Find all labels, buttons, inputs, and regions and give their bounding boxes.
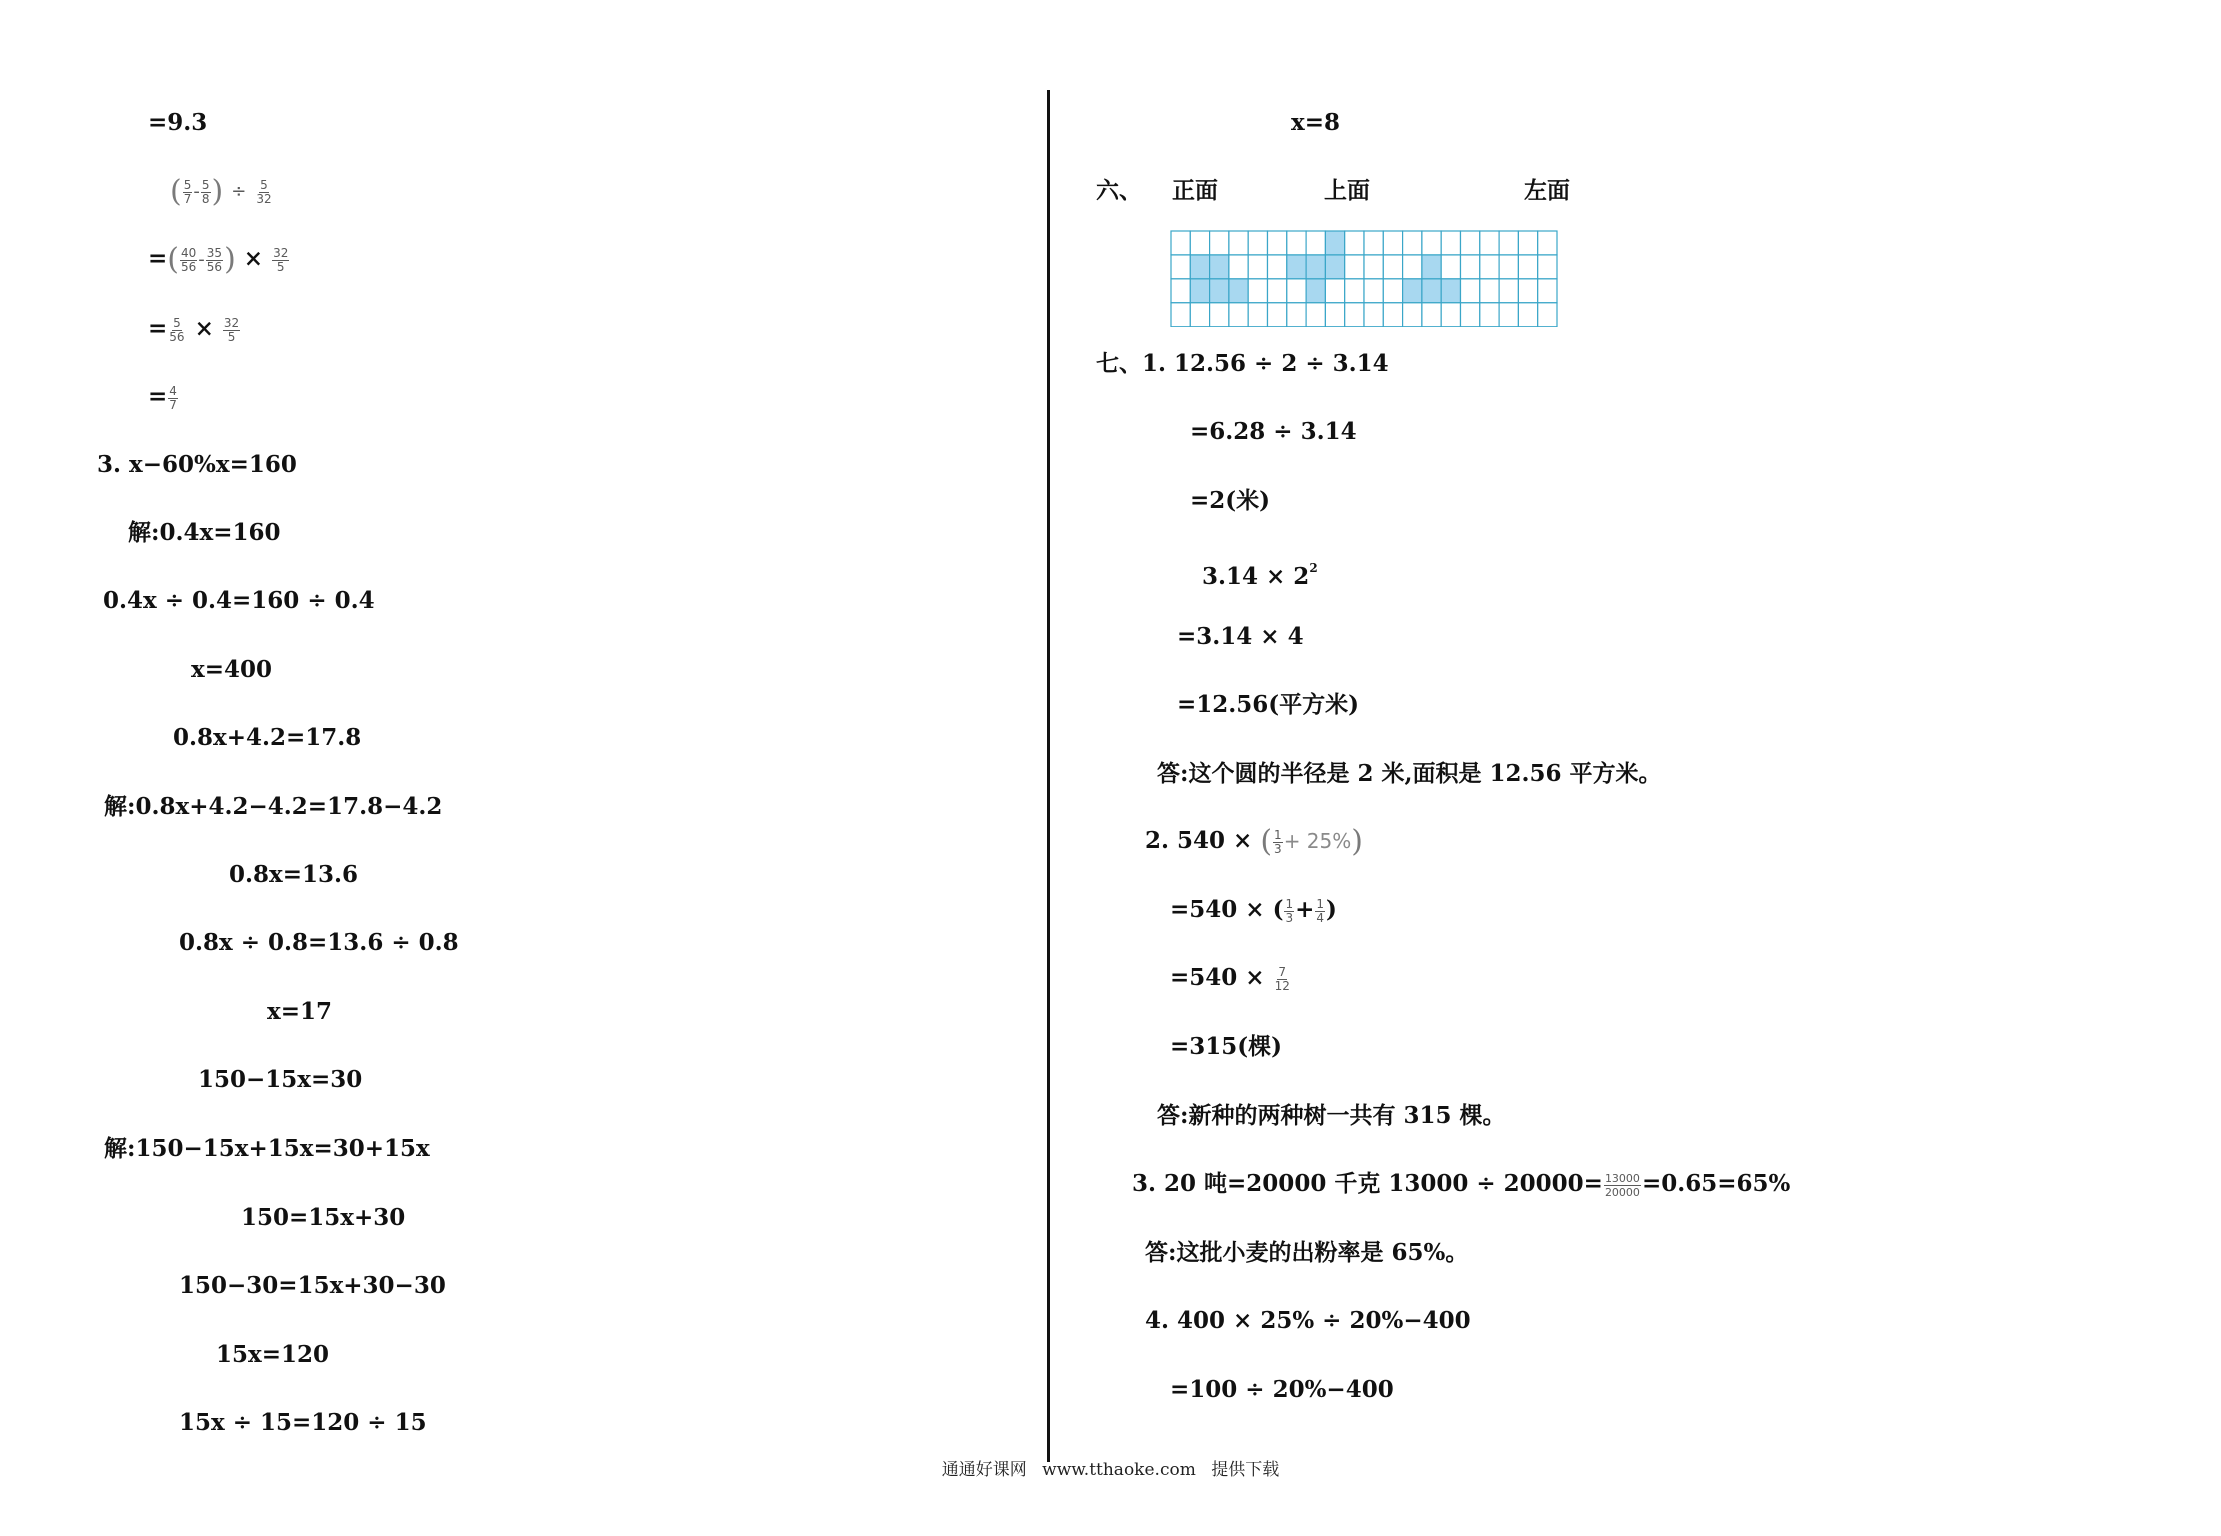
fraction: $\frac{1}{4}$	[1316, 896, 1325, 925]
grid-cell	[1229, 303, 1248, 327]
grid-cell	[1480, 279, 1499, 303]
grid-cell	[1306, 303, 1325, 327]
grid-cell	[1364, 231, 1383, 255]
grid-cell	[1480, 303, 1499, 327]
line-step: =540 × $\frac{7}{12}$	[1170, 964, 1290, 993]
grid-cell	[1229, 231, 1248, 255]
grid-cell	[1171, 231, 1190, 255]
line-step: 150−30=15x+30−30	[179, 1272, 446, 1299]
grid-cell	[1383, 255, 1402, 279]
paren-open: (	[170, 174, 182, 209]
grid-cell	[1461, 255, 1480, 279]
grid-cell	[1190, 231, 1209, 255]
grid-cell	[1422, 231, 1441, 255]
fraction: $\frac{13000}{20000}$	[1604, 1171, 1640, 1199]
grid-cell-filled	[1190, 255, 1209, 279]
page-footer	[0, 1455, 2221, 1480]
grid-cell	[1403, 255, 1422, 279]
grid-cell-filled	[1403, 279, 1422, 303]
fraction: $\frac{4}{7}$	[169, 383, 177, 412]
grid-cell	[1287, 303, 1306, 327]
line-question-7-1: 七、1. 12.56 ÷ 2 ÷ 3.14	[1096, 350, 1389, 377]
grid-cell	[1538, 279, 1557, 303]
grid-cell-filled	[1441, 279, 1460, 303]
grid-cell	[1364, 255, 1383, 279]
line-result-fraction: = $\frac{4}{7}$	[148, 383, 177, 412]
line-step: 0.8x ÷ 0.8=13.6 ÷ 0.8	[179, 929, 459, 956]
grid-cell-filled	[1287, 255, 1306, 279]
grid-cell	[1268, 231, 1287, 255]
line-multiply: = $\frac{5}{56}$ × $\frac{32}{5}$	[148, 315, 240, 344]
footer-site: 通通好课网	[941, 1460, 1027, 1480]
grid-cell	[1248, 279, 1267, 303]
line-result-9-3: =9.3	[148, 109, 208, 136]
grid-cell-filled	[1306, 255, 1325, 279]
grid-cell	[1248, 255, 1267, 279]
grid-cell	[1461, 279, 1480, 303]
grid-cell	[1383, 279, 1402, 303]
three-view-grid	[1170, 230, 1558, 327]
fraction: $\frac{32}{5}$	[273, 245, 289, 274]
line-step: 0.8x=13.6	[229, 861, 359, 888]
grid-cell	[1383, 303, 1402, 327]
line-equation: 0.8x+4.2=17.8	[173, 724, 362, 751]
view-label-front: 正面	[1172, 177, 1218, 204]
line-equation: 150−15x=30	[198, 1066, 363, 1093]
grid-cell	[1325, 303, 1344, 327]
grid-cell	[1422, 303, 1441, 327]
grid-cell	[1480, 231, 1499, 255]
view-label-left: 左面	[1524, 177, 1570, 204]
grid-cell	[1441, 231, 1460, 255]
line-result: =12.56(平方米)	[1177, 691, 1360, 718]
grid-cell	[1248, 231, 1267, 255]
grid-cell-filled	[1422, 255, 1441, 279]
grid-cell	[1171, 279, 1190, 303]
grid-cell-filled	[1306, 279, 1325, 303]
grid-cell	[1268, 255, 1287, 279]
grid-cell-filled	[1210, 255, 1229, 279]
line-question-4: 4. 400 × 25% ÷ 20%−400	[1145, 1307, 1471, 1334]
grid-cell-filled	[1422, 279, 1441, 303]
footer-url: www.tthaoke.com	[1042, 1460, 1196, 1480]
grid-cell	[1171, 303, 1190, 327]
grid-cell-filled	[1210, 279, 1229, 303]
line-question-2: 2. 540 × ( $\frac{1}{3}$ + 25%)	[1145, 824, 1363, 859]
line-step: =6.28 ÷ 3.14	[1190, 418, 1357, 445]
grid-cell	[1383, 231, 1402, 255]
fraction: $\frac{35}{56}$	[206, 245, 223, 274]
grid-cell	[1171, 255, 1190, 279]
line-step: =3.14 × 4	[1177, 623, 1304, 650]
grid-cell	[1518, 231, 1537, 255]
line-result-x-8: x=8	[1291, 109, 1340, 136]
line-area-formula: $3.14 \times 2^2$	[1202, 561, 1318, 590]
line-step: 15x=120	[216, 1341, 330, 1368]
grid-cell	[1499, 303, 1518, 327]
grid-cell	[1499, 255, 1518, 279]
footer-note: 提供下载	[1211, 1460, 1280, 1480]
grid-cell	[1229, 255, 1248, 279]
grid-cell	[1538, 231, 1557, 255]
fraction: $\frac{7}{12}$	[1274, 964, 1290, 993]
exponent: 2	[1309, 561, 1318, 575]
grid-cell	[1345, 255, 1364, 279]
line-solution: 解:0.8x+4.2−4.2=17.8−4.2	[104, 793, 443, 820]
grid-cell	[1518, 303, 1537, 327]
line-equation-3: 3. x−60%x=160	[97, 451, 297, 478]
grid-cell	[1480, 255, 1499, 279]
fraction: $\frac{40}{56}$	[181, 245, 197, 274]
grid-cell	[1306, 231, 1325, 255]
grid-cell-filled	[1229, 279, 1248, 303]
grid-cell	[1364, 279, 1383, 303]
line-solution: 解:150−15x+15x=30+15x	[104, 1135, 430, 1162]
view-label-top: 上面	[1324, 177, 1370, 204]
grid-cell	[1345, 231, 1364, 255]
fraction: $\frac{1}{3}$	[1285, 896, 1294, 925]
fraction: $\frac{32}{5}$	[223, 315, 240, 344]
grid-cell	[1499, 231, 1518, 255]
line-step: 0.4x ÷ 0.4=160 ÷ 0.4	[103, 587, 375, 614]
fraction: $\frac{5}{56}$	[169, 315, 185, 344]
grid-cell	[1518, 255, 1537, 279]
grid-cell	[1441, 303, 1460, 327]
grid-cell	[1325, 279, 1344, 303]
grid-cell-filled	[1190, 279, 1209, 303]
grid-cell	[1287, 279, 1306, 303]
grid-cell	[1364, 303, 1383, 327]
fraction: $\frac{5}{32}$	[256, 177, 272, 206]
line-result: x=400	[191, 656, 272, 683]
line-step: 15x ÷ 15=120 ÷ 15	[179, 1409, 427, 1436]
grid-cell	[1345, 279, 1364, 303]
fraction: $\frac{1}{3}$	[1274, 827, 1282, 856]
grid-cell-filled	[1325, 231, 1344, 255]
grid-cell	[1268, 303, 1287, 327]
grid-cell	[1538, 303, 1557, 327]
fraction: $\frac{5}{8}$	[201, 177, 210, 206]
grid-cell	[1268, 279, 1287, 303]
grid-cell	[1190, 303, 1209, 327]
line-result: x=17	[267, 998, 332, 1025]
fraction: $\frac{5}{7}$	[183, 177, 192, 206]
grid-cell	[1345, 303, 1364, 327]
line-solution: 解:0.4x=160	[128, 519, 281, 546]
line-common-denominator: =( $\frac{40}{56}$ - $\frac{35}{56}$ ) × $\frac{32}{5}$	[148, 242, 289, 277]
line-step: =540 × ( $\frac{1}{3}$ + $\frac{1}{4}$ )	[1170, 896, 1337, 925]
grid-cell	[1287, 231, 1306, 255]
line-result: =2(米)	[1190, 487, 1271, 514]
grid-cell	[1403, 231, 1422, 255]
line-step: 150=15x+30	[241, 1204, 406, 1231]
grid-cell	[1499, 279, 1518, 303]
answer-2: 答:新种的两种树一共有 315 棵。	[1157, 1102, 1506, 1129]
line-step: =100 ÷ 20%−400	[1170, 1376, 1394, 1403]
answer-3: 答:这批小麦的出粉率是 65%。	[1145, 1239, 1469, 1266]
grid-cell-filled	[1325, 255, 1344, 279]
section-6-number: 六、	[1096, 177, 1142, 204]
grid-cell	[1538, 255, 1557, 279]
grid-cell	[1518, 279, 1537, 303]
grid-cell	[1461, 231, 1480, 255]
grid-cell	[1403, 303, 1422, 327]
grid-cell	[1210, 303, 1229, 327]
line-fraction-expression: ( $\frac{5}{7}$ - $\frac{5}{8}$ ) ÷ $\frac{5}{32}$	[170, 174, 272, 209]
column-divider	[1047, 90, 1050, 1462]
grid-cell	[1248, 303, 1267, 327]
line-question-3: 3. 20 吨=20000 千克 13000 ÷ 20000= $\frac{13000}{20000}$ =0.65=65%	[1132, 1170, 1791, 1199]
answer-1: 答:这个圆的半径是 2 米,面积是 12.56 平方米。	[1157, 760, 1662, 787]
grid-cell	[1441, 255, 1460, 279]
grid-cell	[1210, 231, 1229, 255]
grid-cell	[1461, 303, 1480, 327]
line-result: =315(棵)	[1170, 1033, 1283, 1060]
